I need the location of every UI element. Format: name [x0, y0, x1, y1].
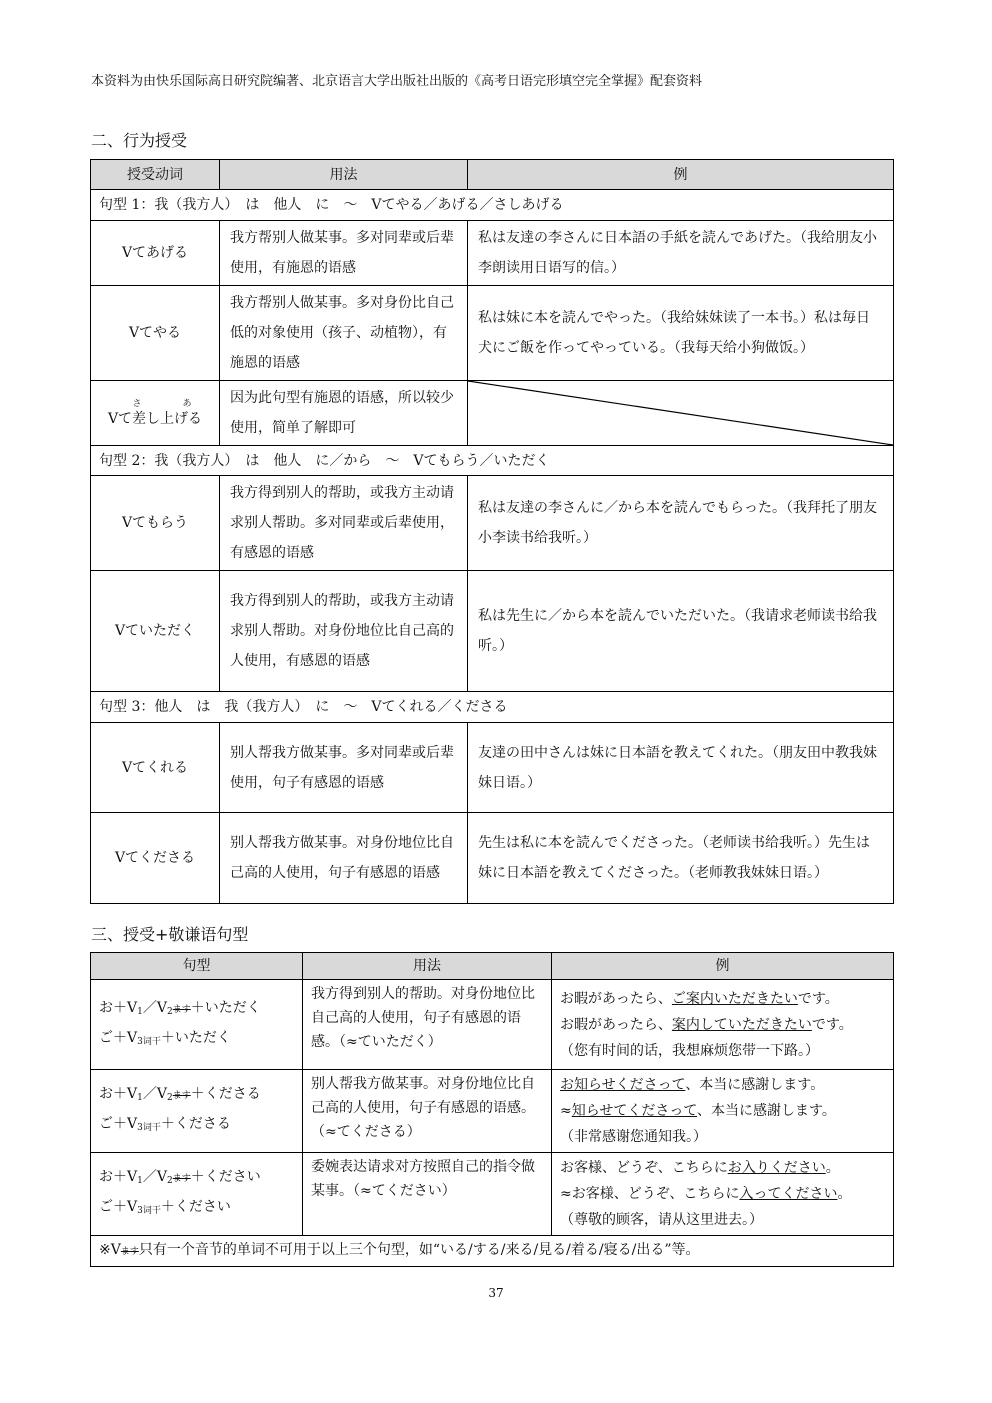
section-3-title: 三、授受+敬谦语句型: [91, 925, 249, 944]
section-2-title: 二、行为授受: [91, 131, 188, 150]
table-note: ※Vます只有一个音节的单词不可用于以上三个句型，如“いる/する/来る/見る/着る/寝る/出る”等。: [91, 1236, 894, 1267]
giving-receiving-table: [90, 159, 894, 904]
verb-cell: Vてやる: [91, 286, 220, 381]
usage-cell: 我方得到别人的帮助，或我方主动请求别人帮助。对身份地位比自己高的人使用，有感恩的语感: [220, 571, 468, 692]
usage-cell: 我方得到别人的帮助，或我方主动请求别人帮助。多对同辈或后辈使用，有感恩的语感: [220, 476, 468, 571]
verb-cell: Vてあげる: [91, 221, 220, 286]
table-row: [91, 476, 894, 571]
honorific-patterns-table: [90, 952, 894, 1267]
column-header-example: 例: [552, 953, 894, 980]
pattern-line-2: ご$+V_{3词干}+$くださる: [99, 1116, 231, 1133]
usage-cell: 委婉表达请求对方按照自己的指令做某事。（≈てください）: [303, 1153, 552, 1236]
usage-cell: 因为此句型有施恩的语感，所以较少使用，简单了解即可: [220, 381, 468, 446]
example-cell: 私は友達の李さんに／から本を読んでもらった。（我拜托了朋友小李读书给我听。）: [468, 476, 894, 571]
empty-example-cell: [468, 381, 894, 446]
example-cell: 私は妹に本を読んでやった。（我给妹妹读了一本书。）私は毎日犬にご飯を作ってやっている。（我每天给小狗做饭。）: [468, 286, 894, 381]
table-row: [91, 1153, 894, 1236]
example-cell: お客様、どうぞ、こちらにお入りください。 ≈お客様、どうぞ、こちらに入ってください。 （尊敬的顾客，请从这里进去。）: [552, 1153, 894, 1236]
table-row: [91, 980, 894, 1070]
pattern-line-2: ご$+V_{3词干}+$ください: [99, 1199, 231, 1216]
verb-cell: Vてもらう: [91, 476, 220, 571]
table-row: [91, 1070, 894, 1153]
pattern-line-2: ご$+V_{3词干}+$いただく: [99, 1029, 231, 1047]
example-cell: 先生は私に本を読んでくださった。（老师读书给我听。）先生は妹に日本語を教えてくださった。（老师教我妹妹日语。）: [468, 813, 894, 904]
table-row: [91, 571, 894, 692]
verb-label: Vて差し上げる: [107, 411, 203, 427]
usage-cell: 我方得到别人的帮助。对身份地位比自己高的人使用，句子有感恩的语感。（≈ていただく）: [303, 980, 552, 1070]
column-header-usage: 用法: [220, 160, 468, 190]
table-row: [91, 381, 894, 446]
pattern-line-1: お$+V_1/V_2$ます＋いただく: [99, 999, 261, 1017]
pattern-line-1: お$+V_1/V_2$ます＋ください: [99, 1169, 261, 1186]
example-cell: 友達の田中さんは妹に日本語を教えてくれた。（朋友田中教我妹妹日语。）: [468, 723, 894, 813]
pattern-cell: [91, 980, 303, 1070]
pattern-2: 句型 2：我（我方人） は 他人 に／から ～ Vてもらう／いただく: [91, 446, 894, 476]
page-number: 37: [488, 1286, 504, 1300]
example-cell: 私は友達の李さんに日本語の手紙を読んであげた。（我给朋友小李朗读用日语写的信。）: [468, 221, 894, 286]
usage-cell: 别人帮我方做某事。对身份地位比自己高的人使用，句子有感恩的语感: [220, 813, 468, 904]
pattern-3: 句型 3：他人 は 我（我方人） に ～ Vてくれる／くださる: [91, 692, 894, 723]
usage-cell: 别人帮我方做某事。对身份地位比自己高的人使用，句子有感恩的语感。（≈てくださる）: [303, 1070, 552, 1153]
verb-cell: Vてくださる: [91, 813, 220, 904]
column-header-usage: 用法: [303, 953, 552, 980]
diagonal-line: [468, 381, 893, 445]
table-row: [91, 813, 894, 904]
pattern-cell: [91, 1070, 303, 1153]
table-row: [91, 723, 894, 813]
pattern-1: 句型 1：我（我方人） は 他人 に ～ Vてやる／あげる／さしあげる: [91, 190, 894, 221]
example-cell: お暇があったら、ご案内いただきたいです。 お暇があったら、案内していただきたいです。 （您有时间的话，我想麻烦您带一下路。）: [552, 980, 894, 1070]
verb-ruby: さ あ: [132, 399, 208, 409]
table-row: [91, 221, 894, 286]
verb-cell: [91, 381, 220, 446]
example-cell: お知らせくださって、本当に感謝します。 ≈知らせてくださって、本当に感謝します。 （非常感谢您通知我。）: [552, 1070, 894, 1153]
pattern-cell: [91, 1153, 303, 1236]
verb-cell: Vていただく: [91, 571, 220, 692]
example-cell: 私は先生に／から本を読んでいただいた。（我请求老师读书给我听。）: [468, 571, 894, 692]
pattern-line-1: お$+V_1/V_2$ます＋くださる: [99, 1086, 261, 1103]
column-header-example: 例: [468, 160, 894, 190]
verb-cell: Vてくれる: [91, 723, 220, 813]
column-header-pattern: 句型: [91, 953, 303, 980]
usage-cell: 别人帮我方做某事。多对同辈或后辈使用，句子有感恩的语感: [220, 723, 468, 813]
header-note: 本资料为由快乐国际高日研究院编著、北京语言大学出版社出版的《高考日语完形填空完全掌握》配套资料: [91, 74, 703, 89]
table-row: [91, 286, 894, 381]
column-header-verb: 授受动词: [91, 160, 220, 190]
usage-cell: 我方帮别人做某事。多对身份比自己低的对象使用（孩子、动植物），有施恩的语感: [220, 286, 468, 381]
usage-cell: 我方帮别人做某事。多对同辈或后辈使用，有施恩的语感: [220, 221, 468, 286]
